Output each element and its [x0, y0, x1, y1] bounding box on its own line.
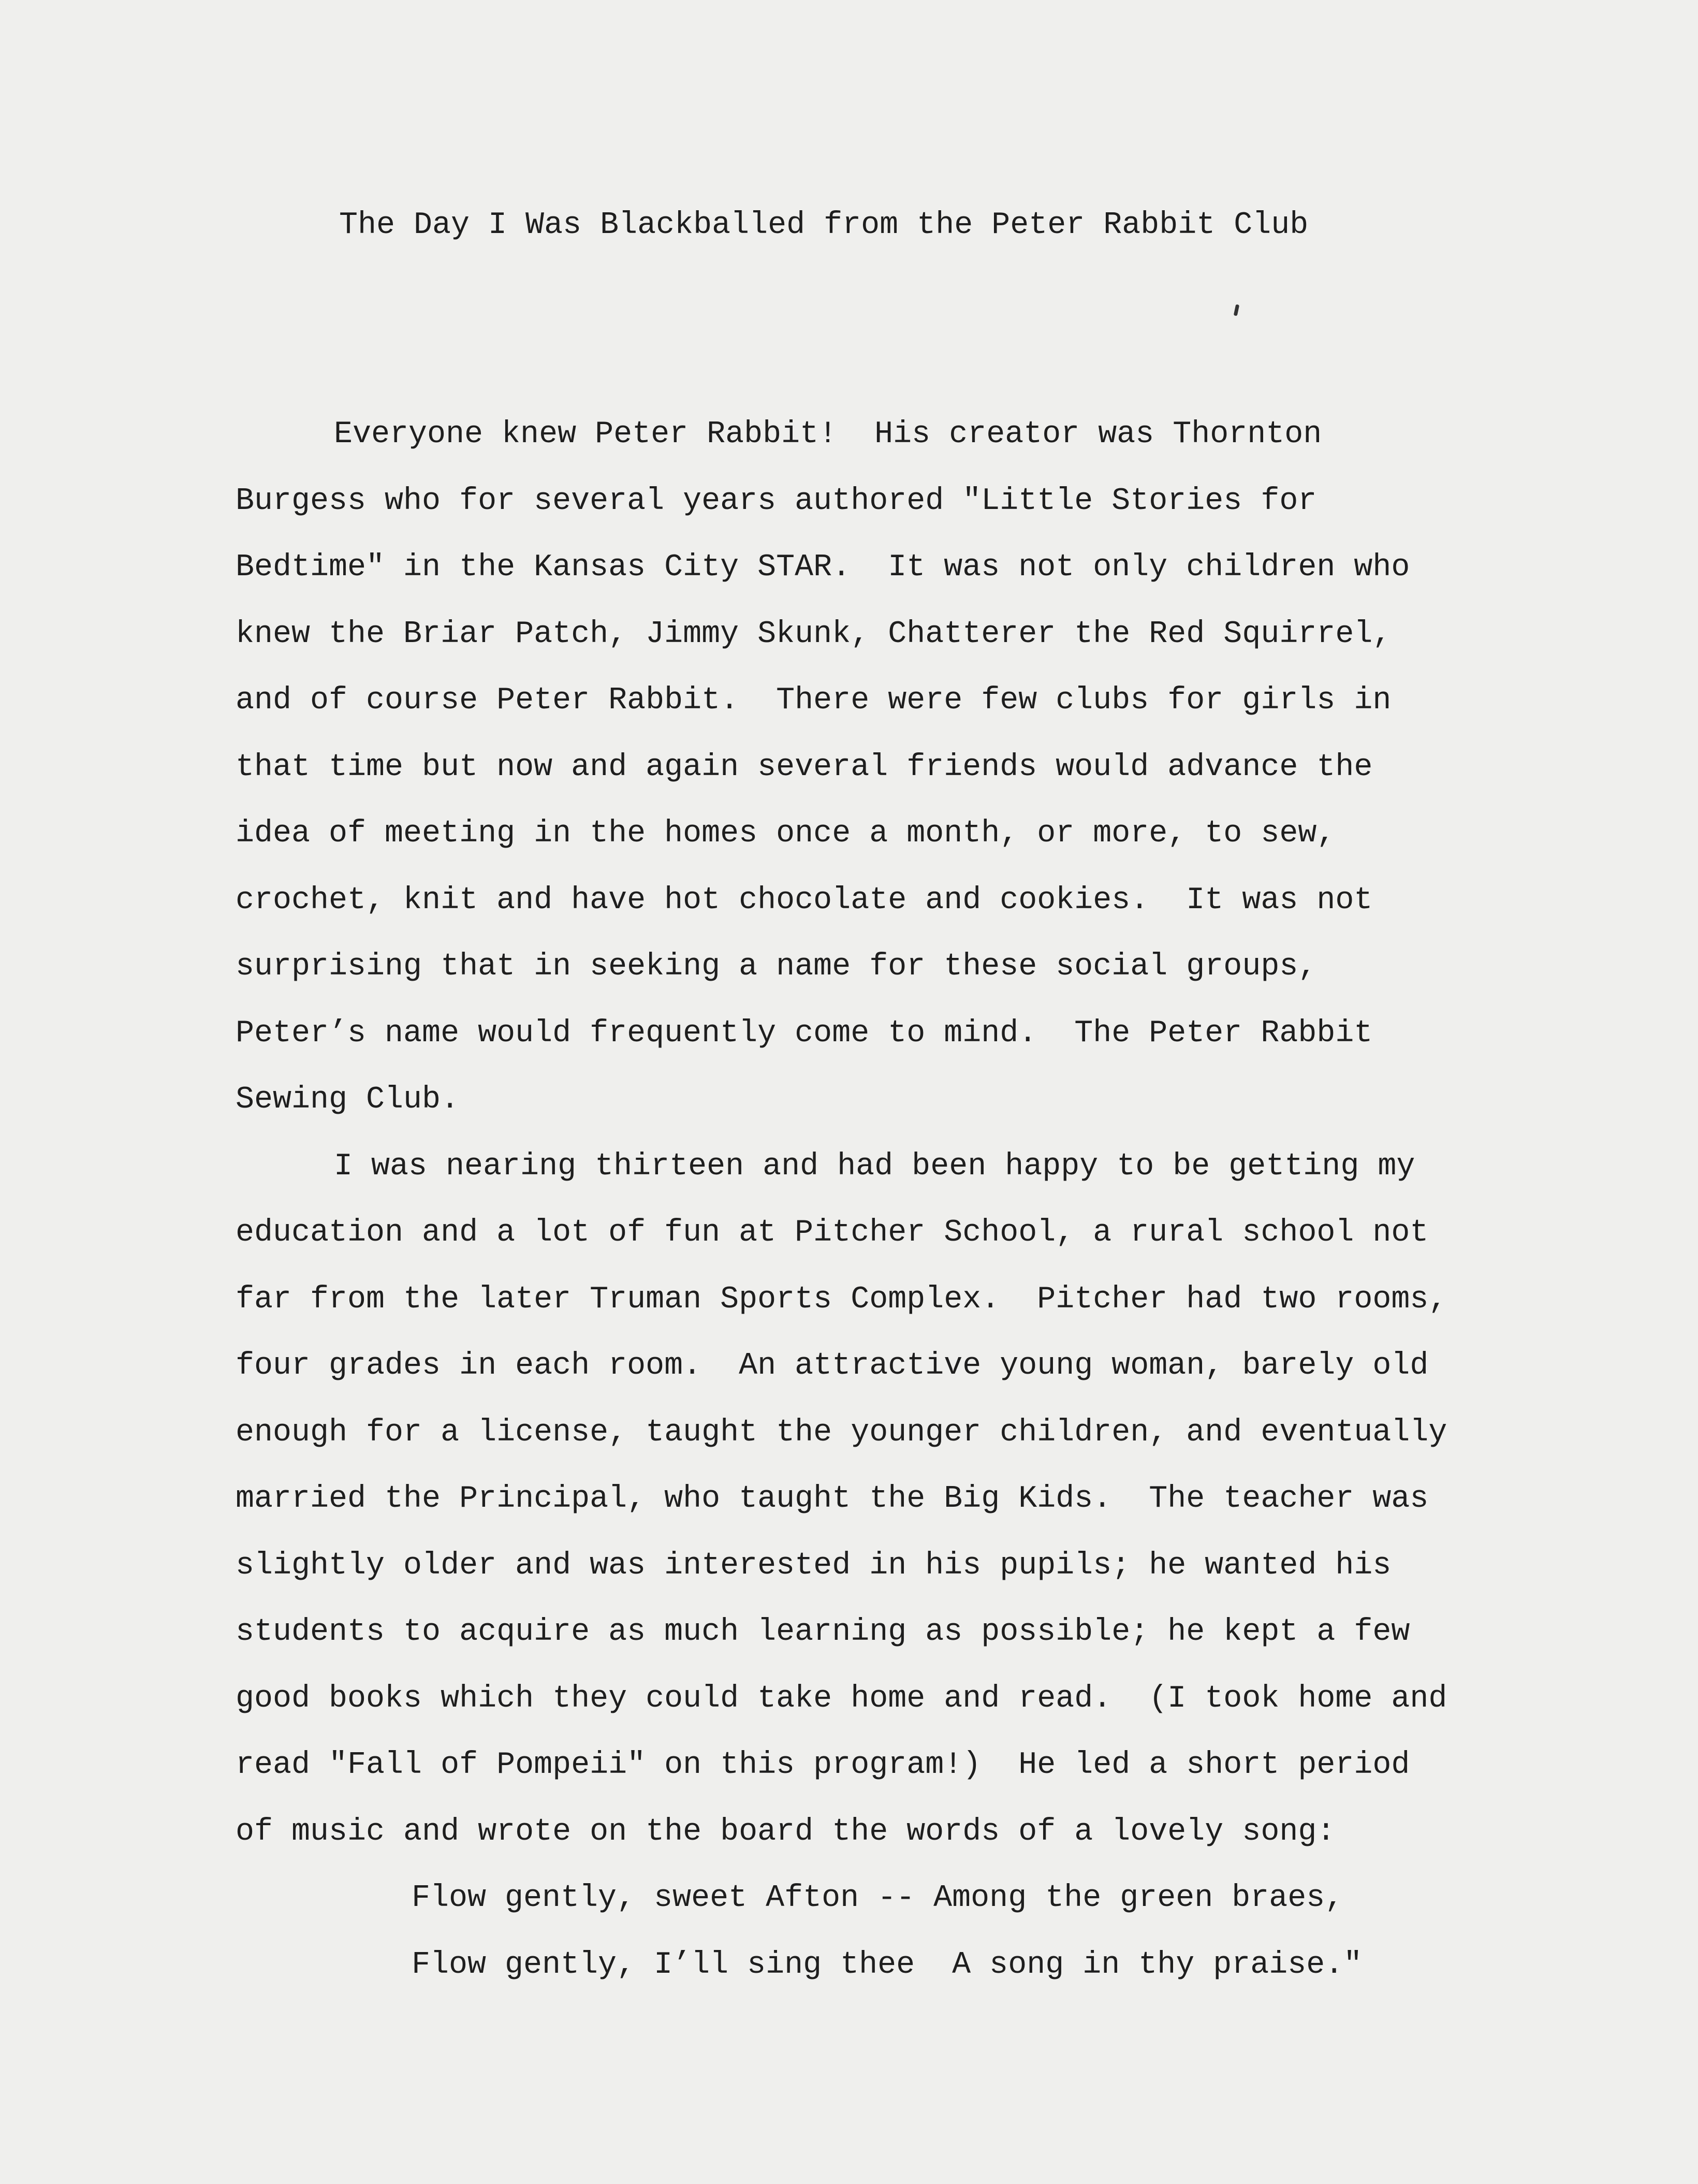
- paragraph-1-line: and of course Peter Rabbit. There were few clubs for girls in: [236, 683, 1392, 718]
- paragraph-2-line: read "Fall of Pompeii" on this program!) He led a short period: [236, 1748, 1410, 1783]
- paragraph-2-line: education and a lot of fun at Pitcher School, a rural school not: [236, 1215, 1429, 1250]
- paragraph-1-line: Burgess who for several years authored "Little Stories for: [236, 483, 1317, 519]
- paragraph-1-line: crochet, knit and have hot chocolate and cookies. It was not: [236, 882, 1373, 918]
- paragraph-1-line: idea of meeting in the homes once a month, or more, to sew,: [236, 816, 1336, 851]
- paragraph-1-line: surprising that in seeking a name for these social groups,: [236, 949, 1317, 984]
- paragraph-2-line: good books which they could take home and read. (I took home and: [236, 1681, 1447, 1716]
- paragraph-2-line: four grades in each room. An attractive young woman, barely old: [236, 1348, 1429, 1384]
- stray-ink-mark: [1234, 304, 1239, 316]
- paragraph-2-line: enough for a license, taught the younger children, and eventually: [236, 1415, 1447, 1450]
- paragraph-2-line: of music and wrote on the board the words of a lovely song:: [236, 1814, 1336, 1850]
- paragraph-1-line: that time but now and again several friends would advance the: [236, 749, 1373, 785]
- paragraph-2-line: I was nearing thirteen and had been happy to be getting my: [334, 1148, 1415, 1184]
- verse-line: Flow gently, I’ll sing thee A song in thy praise.": [412, 1947, 1363, 1983]
- paragraph-2-line: students to acquire as much learning as possible; he kept a few: [236, 1614, 1410, 1650]
- paragraph-1-line: Everyone knew Peter Rabbit! His creator was Thornton: [334, 417, 1322, 452]
- document-body: [236, 401, 1561, 1998]
- verse-line: Flow gently, sweet Afton -- Among the green braes,: [412, 1881, 1344, 1916]
- paragraph-1-line: knew the Briar Patch, Jimmy Skunk, Chatterer the Red Squirrel,: [236, 616, 1392, 652]
- paragraph-1-line: Peter’s name would frequently come to mind. The Peter Rabbit: [236, 1015, 1373, 1051]
- document-title: The Day I Was Blackballed from the Peter Rabbit Club: [339, 208, 1309, 243]
- paragraph-1-line: Sewing Club.: [236, 1082, 460, 1117]
- paragraph-1-line: Bedtime" in the Kansas City STAR. It was not only children who: [236, 550, 1410, 585]
- paragraph-2-line: far from the later Truman Sports Complex. Pitcher had two rooms,: [236, 1282, 1447, 1317]
- paragraph-2-line: slightly older and was interested in his pupils; he wanted his: [236, 1548, 1392, 1583]
- paragraph-2-line: married the Principal, who taught the Big Kids. The teacher was: [236, 1481, 1429, 1517]
